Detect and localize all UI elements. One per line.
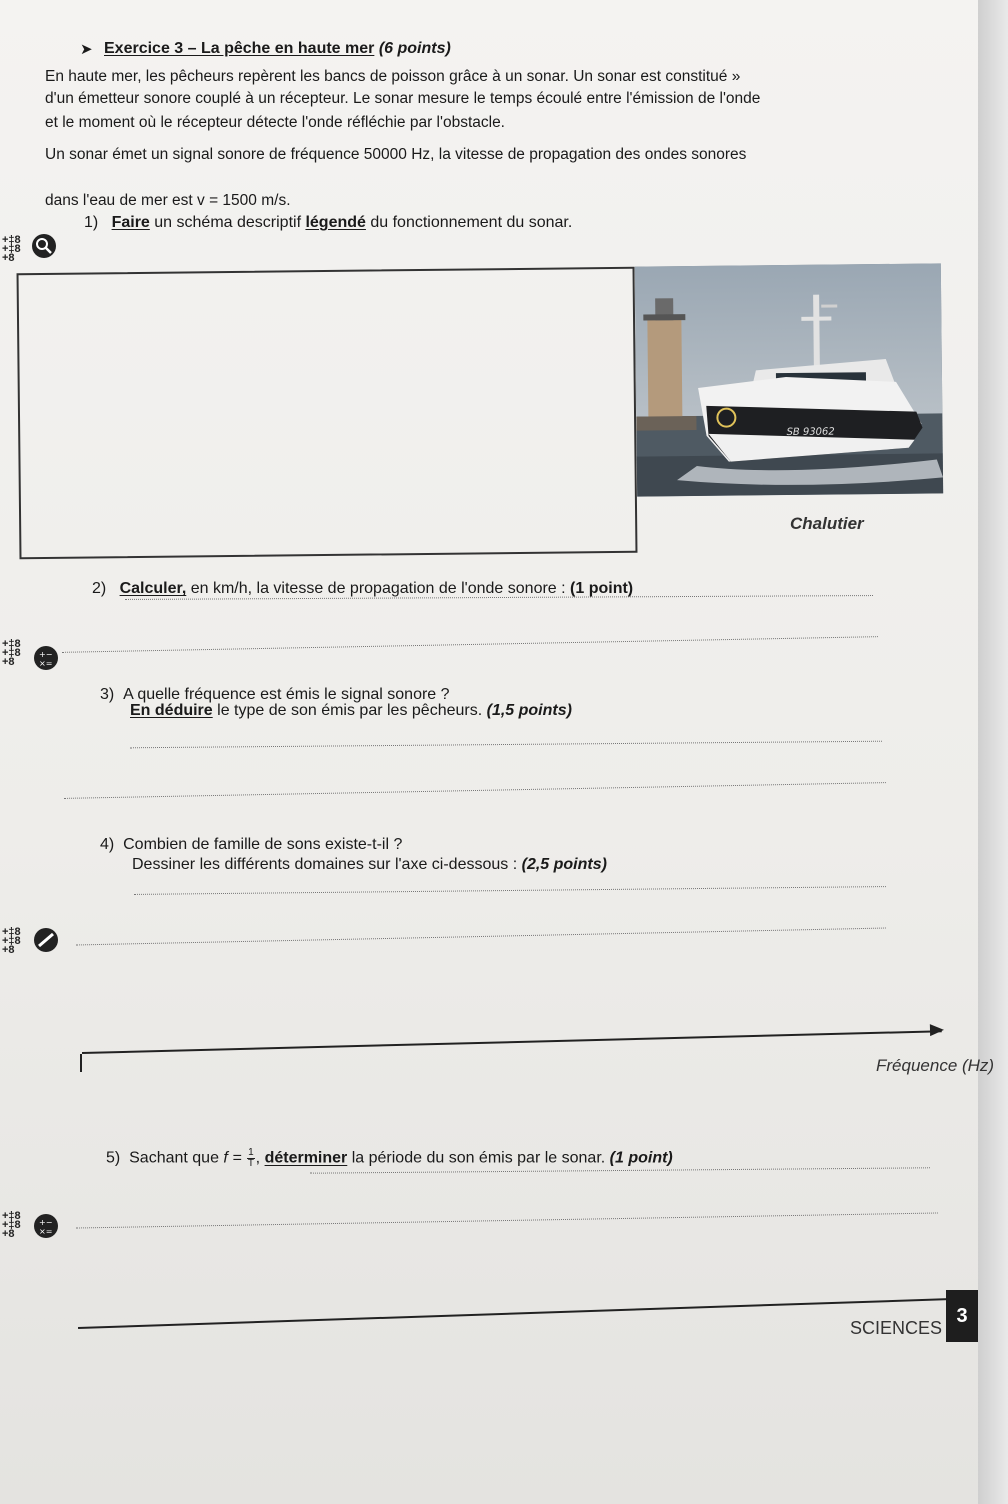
- q4-points: (2,5 points): [521, 856, 607, 873]
- skill-grid-icon: +‡8 +‡8 +8: [2, 926, 21, 956]
- q3-verb: En déduire: [130, 702, 213, 719]
- exercise-title: [104, 40, 451, 58]
- search-magnifier-icon: [32, 234, 56, 258]
- exercise-points: (6 points): [378, 40, 451, 57]
- subject-label: SCIENCES: [850, 1318, 943, 1338]
- q5-points: (1 point): [609, 1149, 673, 1167]
- q3-points: (1,5 points): [486, 702, 572, 719]
- intro-line-4: Un sonar émet un signal sonore de fréquence 50000 Hz, la vitesse de propagation des ondes sonores: [45, 146, 747, 163]
- fraction-1-over-T: $\frac{1}{T}$: [247, 1147, 254, 1169]
- calculator-icon: [34, 1214, 58, 1238]
- svg-text:+−: +−: [39, 650, 53, 659]
- question-1: 1) Faire un schéma descriptif légendé du fonctionnement du sonar.: [84, 214, 573, 231]
- intro-line-5: dans l'eau de mer est v = 1500 m/s.: [45, 192, 291, 209]
- svg-text:×=: ×=: [39, 659, 53, 668]
- question-4-line-2: Dessiner les différents domaines sur l'axe ci-dessous : (2,5 points): [132, 856, 607, 873]
- trawler-photo: [635, 263, 943, 496]
- intro-line-3: et le moment où le récepteur détecte l'onde réfléchie par l'obstacle.: [45, 114, 505, 131]
- skill-grid-icon: +‡8 +‡8 +8: [2, 1210, 21, 1240]
- pencil-icon: [34, 928, 58, 952]
- exercise-title-text: Exercice 3 – La pêche en haute mer: [104, 40, 375, 57]
- intro-line-1: En haute mer, les pêcheurs repèrent les bancs de poisson grâce à un sonar. Un sonar est constitué »: [45, 68, 741, 85]
- question-4-line-1: 4) Combien de famille de sons existe-t-il ?: [100, 836, 403, 853]
- page-number: 3: [946, 1290, 978, 1342]
- calculator-icon: [34, 646, 58, 670]
- question-3-line-2: En déduire le type de son émis par les pêcheurs. (1,5 points): [130, 702, 572, 719]
- q1-key: légendé: [305, 214, 366, 231]
- intro-line-2: d'un émetteur sonore couplé à un récepteur. Le sonar mesure le temps écoulé entre l'émission de l'onde: [45, 90, 761, 107]
- title-arrow-icon: ➤: [80, 41, 93, 58]
- question-3-line-1: 3) A quelle fréquence est émis le signal sonore ?: [100, 686, 450, 703]
- skill-grid-icon: +‡8 +‡8 +8: [2, 234, 21, 264]
- hull-number: SB 93062: [786, 426, 835, 439]
- axis-arrowhead-icon: [930, 1024, 944, 1036]
- question-5: 5) Sachant que f = $\frac{1}{T}$ , déterminer la période du son émis par le sonar. (1 point): [106, 1147, 673, 1169]
- q5-verb: déterminer: [264, 1149, 348, 1167]
- question-2: 2) Calculer, en km/h, la vitesse de propagation de l'onde sonore : (1 point): [92, 580, 634, 597]
- axis-origin-tick: [80, 1054, 82, 1072]
- page-edge: [978, 0, 1008, 1504]
- q2-verb: Calculer,: [119, 580, 187, 597]
- svg-text:+−: +−: [39, 1218, 53, 1227]
- photo-caption: Chalutier: [790, 514, 864, 533]
- diagram-answer-box[interactable]: [17, 267, 638, 559]
- axis-label: Fréquence (Hz): [876, 1056, 995, 1075]
- svg-text:×=: ×=: [39, 1227, 53, 1236]
- skill-grid-icon: +‡8 +‡8 +8: [2, 638, 21, 668]
- q2-points: (1 point): [570, 580, 634, 597]
- q1-verb: Faire: [111, 214, 150, 231]
